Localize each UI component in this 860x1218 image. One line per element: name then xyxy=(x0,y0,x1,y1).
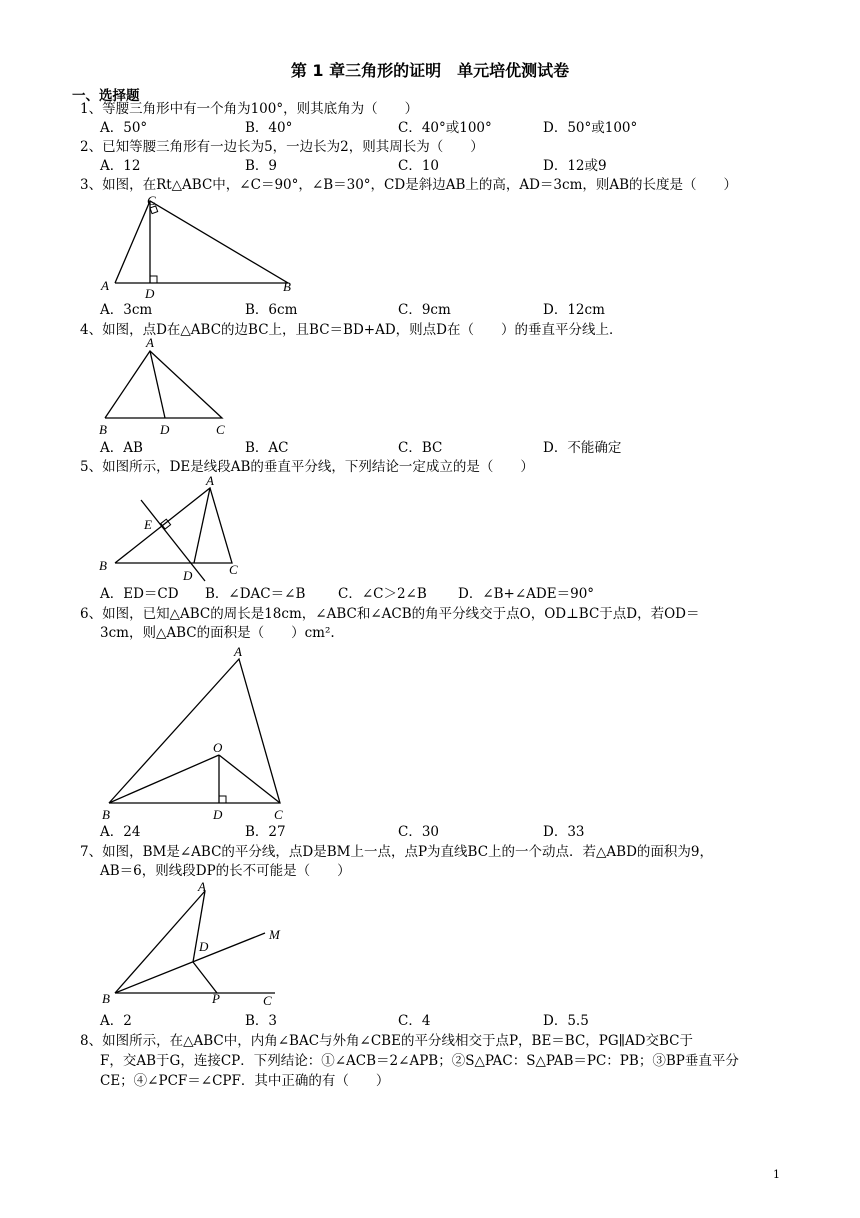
q7-label-m: M xyxy=(269,927,280,942)
q3-option-a[interactable]: A．3cm xyxy=(100,302,153,318)
question-7-stem-line2: AB＝6，则线段DP的长不可能是（ ） xyxy=(100,863,351,879)
q6-label-o: O xyxy=(213,740,223,755)
q7-label-b: B xyxy=(102,991,110,1006)
q7-label-d: D xyxy=(199,939,209,954)
q3-option-b[interactable]: B．6cm xyxy=(245,302,298,318)
q4-option-c[interactable]: C．BC xyxy=(398,440,443,456)
q7-option-a[interactable]: A．2 xyxy=(100,1013,132,1029)
q1-option-d[interactable]: D．50°或100° xyxy=(543,120,638,136)
q7-label-a: A xyxy=(198,879,206,894)
q6-option-a[interactable]: A．24 xyxy=(100,824,141,840)
q6-label-c: C xyxy=(274,807,283,822)
question-1-stem: 1、等腰三角形中有一个角为100°，则其底角为（ ） xyxy=(80,101,419,117)
q7-label-c: C xyxy=(263,993,272,1008)
q4-option-a[interactable]: A．AB xyxy=(100,440,143,456)
q5-figure xyxy=(95,474,255,584)
q5-label-e: E xyxy=(144,517,152,532)
q6-figure xyxy=(95,642,305,822)
q5-option-d[interactable]: D．∠B+∠ADE＝90° xyxy=(458,586,595,602)
q3-label-c: C xyxy=(147,193,156,208)
q7-option-d[interactable]: D．5.5 xyxy=(543,1013,589,1029)
question-7-stem-line1: 7、如图，BM是∠ABC的平分线，点D是BM上一点，点P为直线BC上的一个动点．若△ABD的面积为9， xyxy=(80,844,714,860)
q6-option-d[interactable]: D．33 xyxy=(543,824,585,840)
page-title: 第 1 章三角形的证明 单元培优测试卷 xyxy=(290,61,570,80)
question-4-stem: 4、如图，点D在△ABC的边BC上，且BC＝BD+AD，则点D在（ ）的垂直平分线上． xyxy=(80,322,623,338)
q1-option-a[interactable]: A．50° xyxy=(100,120,148,136)
q4-label-d: D xyxy=(160,422,170,437)
q6-label-b: B xyxy=(102,807,110,822)
q2-option-c[interactable]: C．10 xyxy=(398,158,440,174)
q4-label-a: A xyxy=(146,335,154,350)
q1-option-b[interactable]: B．40° xyxy=(245,120,293,136)
q4-figure xyxy=(95,337,245,437)
q5-option-b[interactable]: B．∠DAC＝∠B xyxy=(205,586,306,602)
q4-label-c: C xyxy=(216,422,225,437)
q2-option-a[interactable]: A．12 xyxy=(100,158,141,174)
q3-option-c[interactable]: C．9cm xyxy=(398,302,451,318)
q4-option-b[interactable]: B．AC xyxy=(245,440,289,456)
question-6-stem-line2: 3cm，则△ABC的面积是（ ）cm². xyxy=(100,625,335,641)
q3-option-d[interactable]: D．12cm xyxy=(543,302,605,318)
question-3-stem: 3、如图，在Rt△ABC中，∠C＝90°，∠B＝30°，CD是斜边AB上的高，AD＝3cm，则AB的长度是（ ） xyxy=(80,177,738,193)
q7-option-b[interactable]: B．3 xyxy=(245,1013,278,1029)
q3-label-b: B xyxy=(283,279,291,294)
q2-option-d[interactable]: D．12或9 xyxy=(543,158,607,174)
q5-label-c: C xyxy=(229,562,238,577)
q6-option-b[interactable]: B．27 xyxy=(245,824,286,840)
q3-label-d: D xyxy=(145,286,155,301)
q7-figure xyxy=(95,878,305,1013)
q7-label-p: P xyxy=(212,991,220,1006)
q5-option-c[interactable]: C．∠C＞2∠B xyxy=(338,586,427,602)
question-8-stem-line1: 8、如图所示，在△ABC中，内角∠BAC与外角∠CBE的平分线相交于点P，BE＝BC，PG∥AD交BC于 xyxy=(80,1033,693,1049)
q5-label-d: D xyxy=(183,568,193,583)
q4-option-d[interactable]: D．不能确定 xyxy=(543,440,622,456)
q5-label-b: B xyxy=(99,558,107,573)
q5-label-a: A xyxy=(206,473,214,488)
q6-label-d: D xyxy=(213,807,223,822)
question-2-stem: 2、已知等腰三角形有一边长为5，一边长为2，则其周长为（ ） xyxy=(80,139,484,155)
q6-label-a: A xyxy=(234,644,242,659)
q3-figure xyxy=(95,193,305,303)
question-8-stem-line2: F，交AB于G，连接CP．下列结论：①∠ACB＝2∠APB；②S△PAC：S△PAB＝PC：PB；③BP垂直平分 xyxy=(100,1053,739,1069)
section-heading: 一、选择题 xyxy=(72,88,140,104)
question-5-stem: 5、如图所示，DE是线段AB的垂直平分线，下列结论一定成立的是（ ） xyxy=(80,459,534,475)
q4-label-b: B xyxy=(99,422,107,437)
page-number: 1 xyxy=(773,1168,780,1181)
q7-option-c[interactable]: C．4 xyxy=(398,1013,431,1029)
question-8-stem-line3: CE；④∠PCF＝∠CPF．其中正确的有（ ） xyxy=(100,1073,390,1089)
q2-option-b[interactable]: B．9 xyxy=(245,158,278,174)
q3-label-a: A xyxy=(101,278,109,293)
q6-option-c[interactable]: C．30 xyxy=(398,824,440,840)
question-6-stem-line1: 6、如图，已知△ABC的周长是18cm，∠ABC和∠ACB的角平分线交于点O，OD⊥BC于点D，若OD＝ xyxy=(80,606,700,622)
q1-option-c[interactable]: C．40°或100° xyxy=(398,120,492,136)
q5-option-a[interactable]: A．ED＝CD xyxy=(100,586,179,602)
